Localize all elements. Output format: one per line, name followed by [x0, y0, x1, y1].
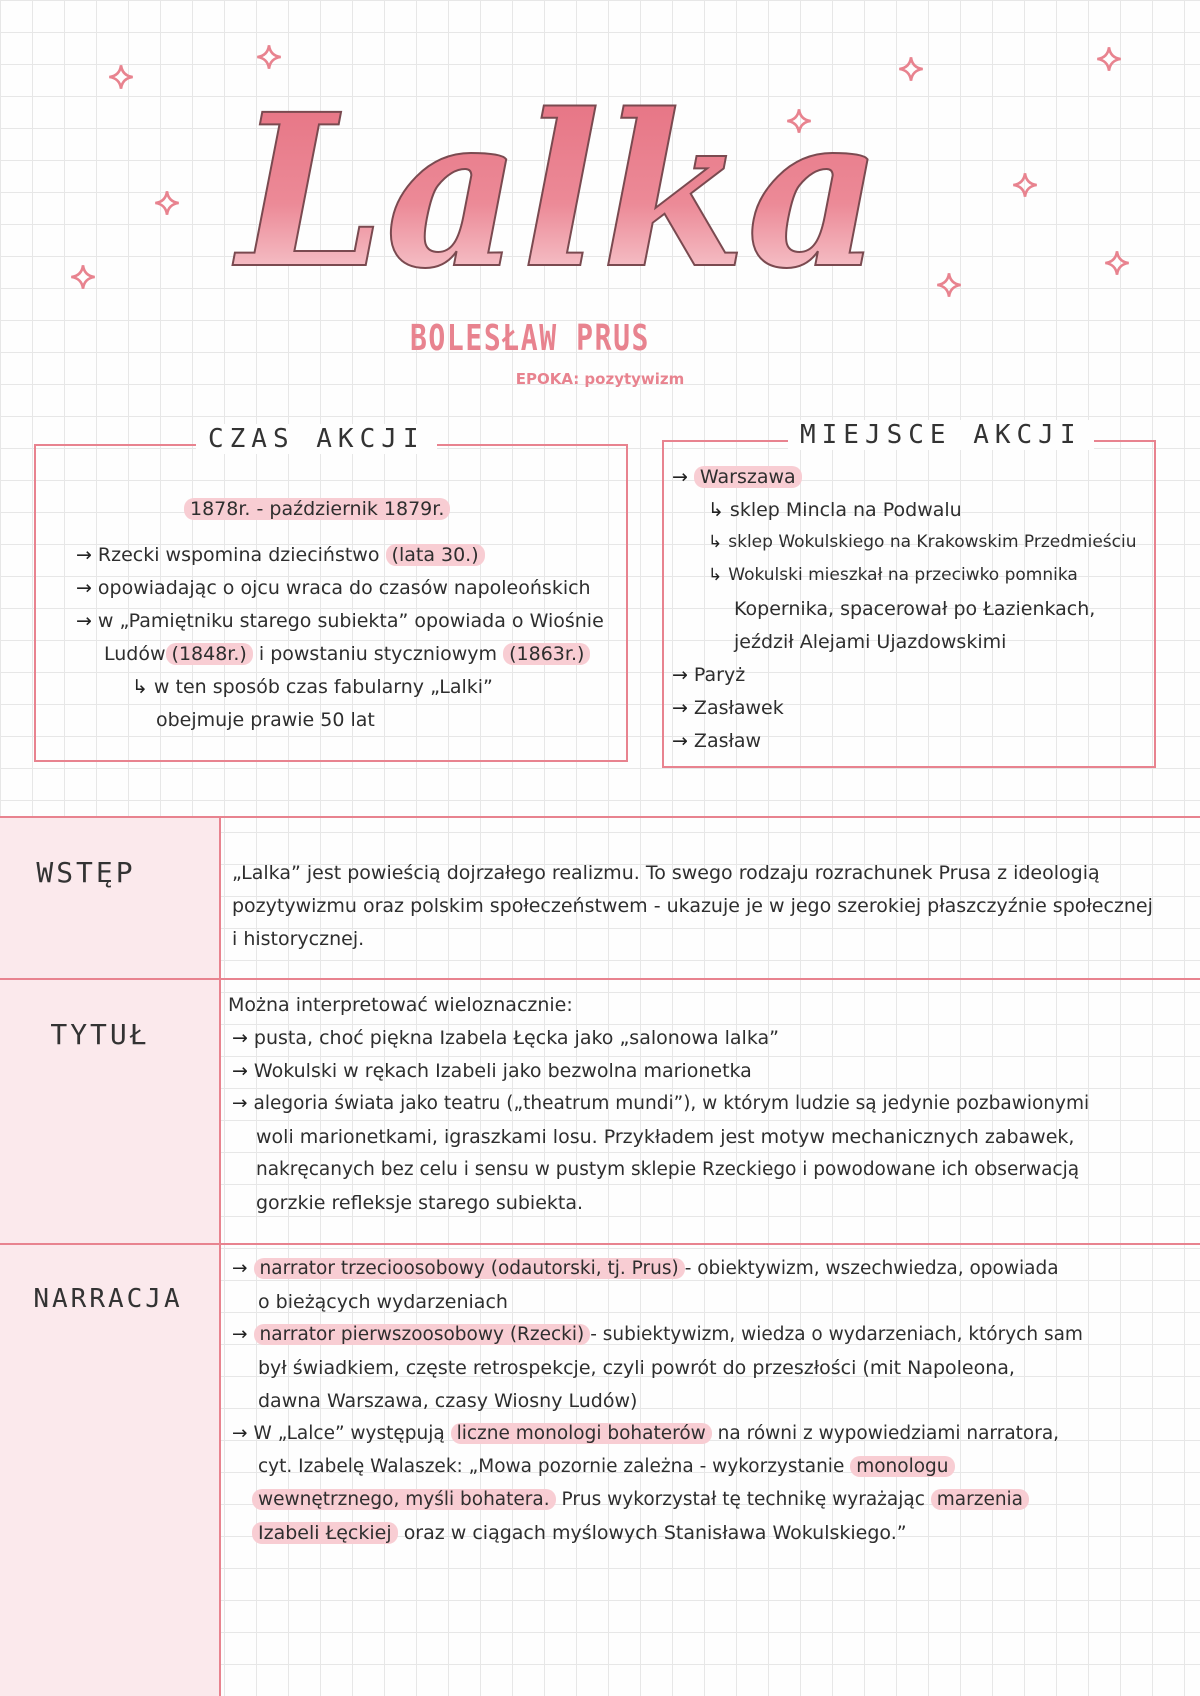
arrow-icon: →: [76, 577, 92, 599]
narracja-line-1: → narrator trzecioosobowy (odautorski, tj. Prus) - obiektywizm, wszechwiedza, opowiada: [232, 1258, 1059, 1279]
czas-line-5: ↳ w ten sposób czas fabularny „Lalki”: [132, 676, 493, 698]
row-label-tytul: TYTUŁ: [50, 1018, 150, 1051]
miejsce-w2: ↳ sklep Wokulskiego na Krakowskim Przedmieściu: [708, 532, 1137, 552]
sub-arrow-icon: ↳: [132, 676, 148, 698]
arrow-icon: →: [672, 664, 688, 686]
arrow-icon: →: [232, 1060, 248, 1082]
miejsce-w3: ↳ Wokulski mieszkał na przeciwko pomnika: [708, 565, 1078, 585]
sub-arrow-icon: ↳: [708, 565, 723, 585]
czas-line-3: → w „Pamiętniku starego subiekta” opowiada o Wiośnie: [76, 610, 604, 632]
label-column: [0, 818, 220, 1696]
arrow-icon: →: [232, 1093, 248, 1114]
sub-arrow-icon: ↳: [708, 499, 724, 521]
arrow-icon: →: [232, 1258, 248, 1279]
czas-line-6: obejmuje prawie 50 lat: [156, 709, 375, 731]
arrow-icon: →: [672, 730, 688, 752]
czas-line-2: → opowiadając o ojcu wraca do czasów napoleońskich: [76, 577, 591, 599]
miejsce-zaslaw: → Zasław: [672, 730, 762, 752]
miejsce-w1: ↳ sklep Mincla na Podwalu: [708, 499, 962, 521]
arrow-icon: →: [232, 1324, 248, 1345]
narracja-line-8: wewnętrznego, myśli bohatera. Prus wykorzystał tę technikę wyrażając marzenia: [252, 1489, 1029, 1510]
sub-arrow-icon: ↳: [708, 532, 723, 552]
narracja-line-7: cyt. Izabelę Walaszek: „Mowa pozornie zależna - wykorzystanie monologu: [258, 1456, 955, 1477]
czas-line-4: Ludów (1848r.) i powstaniu styczniowym (1863r.): [104, 643, 590, 665]
table-divider: [0, 978, 1200, 980]
czas-dates: 1878r. - październik 1879r.: [184, 498, 450, 520]
wstep-line-2: pozytywizmu oraz polskim społeczeństwem - ukazuje je w jego szerokiej płaszczyźnie społecznej: [232, 895, 1153, 917]
tytul-line-3: → alegoria świata jako teatru („theatrum mundi”), w którym ludzie są jedynie pozbawionymi: [232, 1093, 1090, 1114]
arrow-icon: →: [672, 697, 688, 719]
epoch-label: EPOKA: pozytywizm: [515, 370, 685, 388]
miejsce-zaslawek: → Zasławek: [672, 697, 784, 719]
tytul-intro: Można interpretować wieloznacznie:: [228, 994, 573, 1016]
narracja-line-9: Izabeli Łęckiej oraz w ciągach myślowych Stanisława Wokulskiego.”: [252, 1522, 907, 1544]
sparkle-icon: [70, 264, 96, 290]
table-divider: [0, 816, 1200, 818]
row-label-wstep: WSTĘP: [36, 856, 136, 889]
czas-akcji-box: [34, 424, 628, 762]
table-divider: [0, 1243, 1200, 1245]
sparkle-icon: [256, 44, 282, 70]
arrow-icon: →: [672, 466, 688, 488]
tytul-line-1: → pusta, choć piękna Izabela Łęcka jako „salonowa lalka”: [232, 1027, 779, 1049]
narracja-line-6: → W „Lalce” występują liczne monologi bohaterów na równi z wypowiedziami narratora,: [232, 1423, 1060, 1444]
wstep-line-1: „Lalka” jest powieścią dojrzałego realizmu. To swego rodzaju rozrachunek Prusa z ideologią: [232, 862, 1100, 884]
sparkle-icon: [108, 64, 134, 90]
sparkle-icon: [1104, 250, 1130, 276]
wstep-line-3: i historycznej.: [232, 928, 365, 950]
narracja-line-5: dawna Warszawa, czasy Wiosny Ludów): [258, 1390, 638, 1412]
arrow-icon: →: [76, 544, 92, 566]
arrow-icon: →: [232, 1027, 248, 1049]
narracja-line-3: → narrator pierwszoosobowy (Rzecki) - subiektywizm, wiedza o wydarzeniach, których sam: [232, 1324, 1083, 1345]
page-title: [237, 30, 883, 330]
czas-line-1: → Rzecki wspomina dzieciństwo (lata 30.): [76, 544, 485, 566]
author-name: BOLESŁAW PRUS: [409, 318, 651, 359]
title-text: Lalka: [237, 68, 883, 315]
miejsce-warszawa: → Warszawa: [672, 466, 802, 488]
sparkle-icon: [154, 190, 180, 216]
miejsce-w4: Kopernika, spacerował po Łazienkach,: [734, 598, 1096, 620]
arrow-icon: →: [76, 610, 92, 632]
miejsce-paryz: → Paryż: [672, 664, 746, 686]
row-label-narracja: NARRACJA: [33, 1284, 183, 1314]
narracja-line-4: był świadkiem, częste retrospekcje, czyli powrót do przeszłości (mit Napoleona,: [258, 1357, 1015, 1379]
table-divider: [219, 818, 221, 1696]
sparkle-icon: [1012, 172, 1038, 198]
miejsce-akcji-box: [662, 420, 1156, 768]
miejsce-akcji-heading: MIEJSCE AKCJI: [788, 420, 1094, 450]
sparkle-icon: [936, 272, 962, 298]
tytul-line-4: woli marionetkami, igraszkami losu. Przykładem jest motyw mechanicznych zabawek,: [256, 1126, 1075, 1148]
tytul-line-2: → Wokulski w rękach Izabeli jako bezwolna marionetka: [232, 1060, 752, 1082]
narracja-line-2: o bieżących wydarzeniach: [258, 1291, 508, 1313]
czas-akcji-heading: CZAS AKCJI: [196, 424, 437, 454]
tytul-line-5: nakręcanych bez celu i sensu w pustym sklepie Rzeckiego i powodowane ich obserwacją: [256, 1159, 1080, 1180]
arrow-icon: →: [232, 1423, 248, 1444]
sparkle-icon: [1096, 46, 1122, 72]
miejsce-w5: jeździł Alejami Ujazdowskimi: [734, 631, 1007, 653]
sparkle-icon: [898, 56, 924, 82]
tytul-line-6: gorzkie refleksje starego subiekta.: [256, 1192, 584, 1214]
